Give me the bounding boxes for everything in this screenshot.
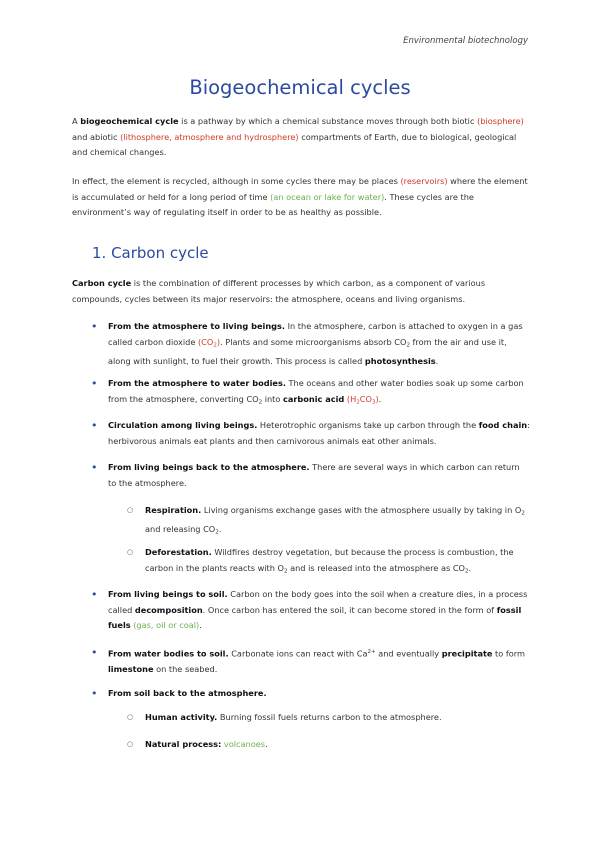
list-item: • From soil back to the atmosphere. (108, 686, 530, 702)
carbon-cycle-definition: Carbon cycle is the combination of different processes by which carbon, as a component of various compounds, cycles between its major reservoirs: the atmosphere, oceans and living organisms. (72, 278, 486, 304)
page-title: Biogeochemical cycles (189, 76, 411, 99)
term-carbon-cycle: Carbon cycle (72, 278, 132, 288)
list-item: • Circulation among living beings. Heterotrophic organisms take up carbon through the food chain: herbivorous animals eat plants and then carnivorous animals eat other animals. (108, 418, 530, 449)
section-heading-carbon-cycle: 1. Carbon cycle (92, 244, 209, 262)
term-photosynthesis: photosynthesis (364, 355, 436, 366)
volcanoes-example: volcanoes (223, 739, 266, 749)
term-biogeochemical-cycle: biogeochemical cycle (80, 116, 179, 126)
intro-paragraph-2: In effect, the element is recycled, although in some cycles there may be places (reservoirs) where the element is accumulated or held for a long period of time (an ocean or lake for water). These cycles are the environment’s way of regulating itself in order to be as healthy as possible. (72, 176, 528, 217)
list-item: • From the atmosphere to water bodies. The oceans and other water bodies soak up some carbon from the atmosphere, converting $CO_2$ into carbonic acid $(H_2CO_3)$. (108, 376, 530, 411)
list-item: • From living beings to soil. Carbon on the body goes into the soil when a creature dies, in a process called decomposition. Once carbon has entered the soil, it can become stored in the form of fossil fuels (gas, oil or coal). (108, 587, 530, 634)
sub-list-item: ○ Respiration. Living organisms exchange gases with the atmosphere usually by taking in $O_2$ and releasing $CO_2$. (145, 503, 530, 541)
term-carbonic-acid: carbonic acid (283, 393, 345, 404)
fossil-fuel-examples: (gas, oil or coal) (130, 620, 200, 630)
sub-list-item: ○ Natural process: volcanoes. (145, 737, 530, 753)
list-item: • From the atmosphere to living beings. In the atmosphere, carbon is attached to oxygen in a gas called carbon dioxide $(CO_2)$. Plants and some microorganisms absorb $CO_2$ from the air and use it, along with sunlight, to fuel their growth. This process is called photosynthesis. (108, 319, 530, 369)
intro-paragraph-1: A biogeochemical cycle is a pathway by which a chemical substance moves through both biotic (biosphere) and abiotic (lithosphere, atmosphere and hydrosphere) compartments of Earth, due to biological, geological and chemical changes. (72, 116, 524, 157)
term-limestone: limestone (108, 664, 154, 674)
reservoirs-note: (reservoirs) (400, 176, 448, 186)
sub-list-item: ○ Human activity. Burning fossil fuels returns carbon to the atmosphere. (145, 710, 530, 726)
biotic-examples: (biosphere) (477, 116, 524, 126)
list-item: • From water bodies to soil. Carbonate ions can react with $Ca^{2+}$ and eventually precipitate to form limestone on the seabed. (108, 645, 530, 678)
term-precipitate: precipitate (441, 648, 493, 659)
abiotic-examples: (lithosphere, atmosphere and hydrosphere) (120, 131, 299, 142)
term-food-chain: food chain (478, 420, 528, 430)
term-decomposition: decomposition (134, 604, 203, 615)
list-item: • From living beings back to the atmosphere. There are several ways in which carbon can return to the atmosphere. (108, 460, 530, 491)
sub-list-item: ○ Deforestation. Wildfires destroy vegetation, but because the process is combustion, the carbon in the plants reacts with $O_2$ and is released into the atmosphere as $CO_2$. (145, 545, 530, 580)
reservoir-example: (an ocean or lake for water) (270, 191, 385, 202)
term-fossil-fuels: fossil fuels (108, 604, 522, 630)
running-header: Environmental biotechnology (403, 36, 528, 46)
